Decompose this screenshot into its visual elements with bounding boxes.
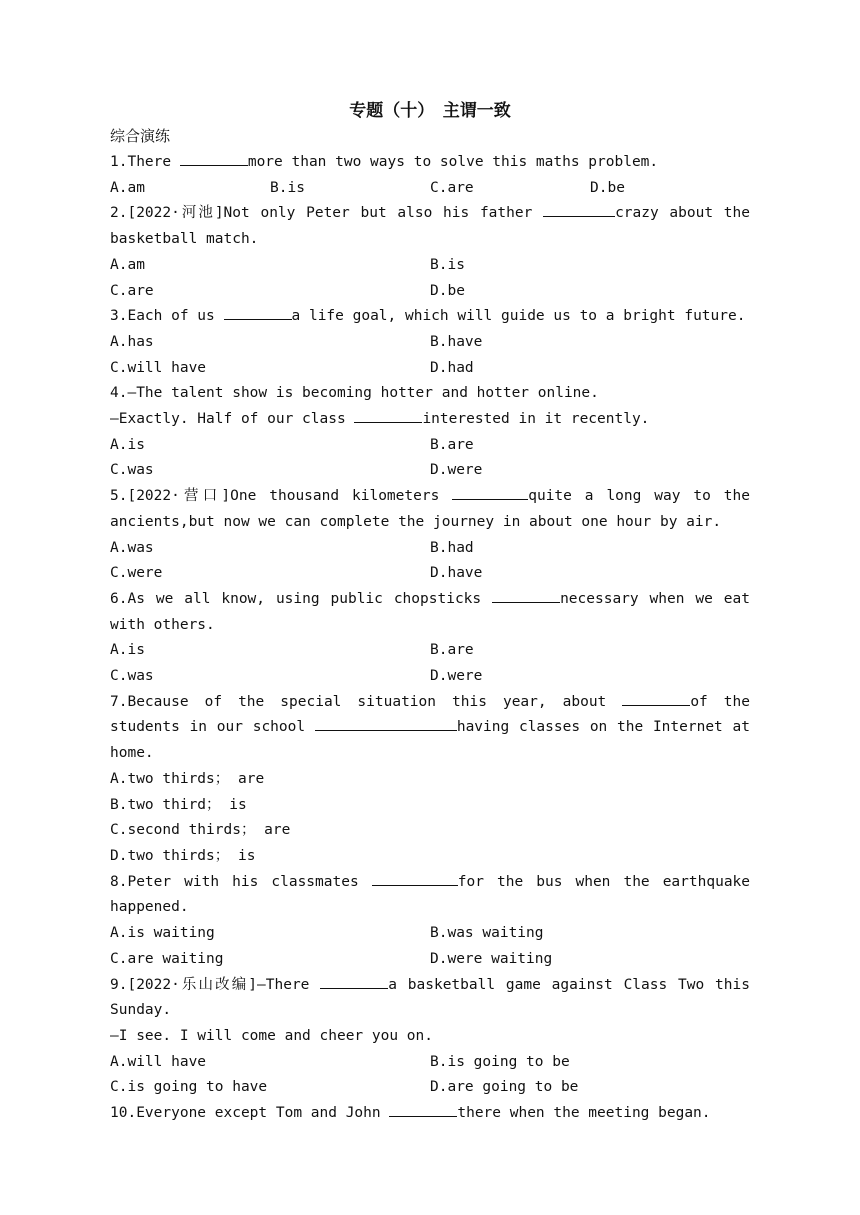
option-c: C.is going to have [110,1079,268,1096]
option-c: C.second thirds； are [110,822,291,839]
option-d: D.were [430,668,483,685]
options-5b [110,561,750,587]
option-a: A.two thirds； are [110,770,265,787]
options-6b [110,664,750,690]
question-7: 7.Because of the special situation this year, about of the students in our school having classes on the Internet at home. [110,690,750,767]
answer-blank [492,588,560,603]
options-2a [110,253,750,279]
option-b: B.have [430,333,483,350]
option-a: A.is waiting [110,925,215,942]
option-b: B.is [430,256,465,273]
option-b: B.was waiting [430,925,544,942]
options-2b [110,279,750,305]
option-b: B.are [430,436,474,453]
answer-blank [372,871,458,886]
question-5: 5.[2022·营口]One thousand kilometers quite a long way to the ancients,but now we can complete the journey in about one hour by air. [110,484,750,535]
question-list [110,150,750,1127]
options-6a [110,638,750,664]
option-c: C.will have [110,359,207,376]
question-10: 10.Everyone except Tom and John there when the meeting began. [110,1101,750,1127]
option-b: B.two third； is [110,796,247,813]
options-4b [110,458,750,484]
answer-blank [389,1102,457,1117]
options-1 [110,176,750,202]
option-c: C.was [110,668,154,685]
option-b: B.are [430,642,474,659]
option-b: B.had [430,539,474,556]
option-c: C.are [430,179,474,196]
question-4: 4.—The talent show is becoming hotter and hotter online. —Exactly. Half of our class interested in it recently. [110,385,650,428]
option-d: D.be [430,282,465,299]
option-a: A.will have [110,1053,207,1070]
question-1: 1.There more than two ways to solve this maths problem. [110,150,750,176]
options-9b [110,1075,750,1101]
section-heading: 综合演练 [110,127,171,145]
options-8a [110,921,750,947]
option-c: C.are [110,282,154,299]
answer-blank [452,485,528,500]
options-3a [110,330,750,356]
answer-blank [354,408,422,423]
option-d: D.were [430,462,483,479]
question-2: 2.[2022·河池]Not only Peter but also his father crazy about the basketball match. [110,201,750,252]
option-a: A.is [110,436,145,453]
option-a: A.am [110,256,145,273]
question-8: 8.Peter with his classmates for the bus when the earthquake happened. [110,870,750,921]
answer-blank [180,151,248,166]
option-c: C.are waiting [110,950,224,967]
answer-blank [315,716,457,731]
answer-blank [543,202,615,217]
page-title: 专题（十） 主谓一致 [349,101,511,121]
question-9: 9.[2022·乐山改编]—There a basketball game against Class Two this Sunday. —I see. I will come and cheer you on. [110,973,750,1050]
option-a: A.is [110,642,145,659]
option-d: D.had [430,359,474,376]
option-d: D.were waiting [430,950,553,967]
options-5a [110,536,750,562]
options-4a [110,433,750,459]
option-d: D.are going to be [430,1079,579,1096]
option-c: C.were [110,565,163,582]
option-d: D.have [430,565,483,582]
option-b: B.is [270,179,305,196]
question-3: 3.Each of us a life goal, which will guide us to a bright future. [110,304,750,330]
option-d: D.be [590,179,625,196]
options-9a [110,1050,750,1076]
answer-blank [622,691,690,706]
option-b: B.is going to be [430,1053,570,1070]
option-a: A.has [110,333,154,350]
option-a: A.was [110,539,154,556]
answer-blank [320,974,388,989]
option-d: D.two thirds； is [110,847,256,864]
answer-blank [224,305,292,320]
question-6: 6.As we all know, using public chopsticks necessary when we eat with others. [110,587,750,638]
options-3b [110,356,750,382]
option-a: A.am [110,179,145,196]
options-8b [110,947,750,973]
option-c: C.was [110,462,154,479]
